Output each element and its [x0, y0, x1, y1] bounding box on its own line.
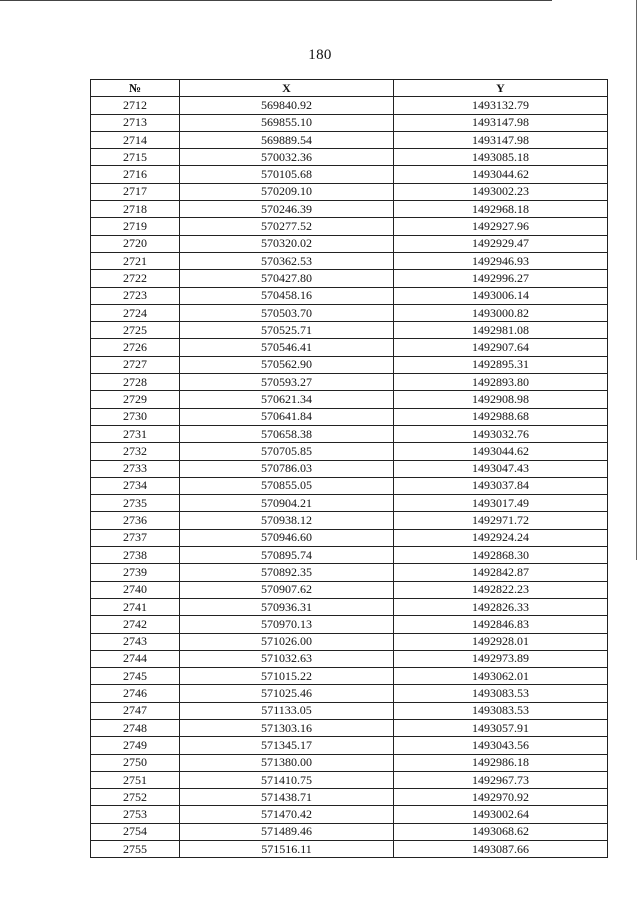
point-number-cell: 2732	[91, 443, 180, 460]
table-row	[91, 339, 608, 356]
y-coordinate-cell: 1492893.80	[394, 374, 608, 391]
x-coordinate-cell: 569855.10	[180, 114, 394, 131]
x-coordinate-cell: 571026.00	[180, 633, 394, 650]
y-coordinate-cell: 1492967.73	[394, 771, 608, 788]
point-number-cell: 2720	[91, 235, 180, 252]
y-coordinate-cell: 1492996.27	[394, 270, 608, 287]
y-coordinate-cell: 1493068.62	[394, 823, 608, 840]
point-number-cell: 2737	[91, 529, 180, 546]
scan-top-edge	[0, 0, 552, 1]
x-coordinate-cell: 570562.90	[180, 356, 394, 373]
y-coordinate-cell: 1492986.18	[394, 754, 608, 771]
y-coordinate-cell: 1493000.82	[394, 304, 608, 321]
table-row	[91, 823, 608, 840]
y-coordinate-cell: 1493044.62	[394, 166, 608, 183]
point-number-cell: 2715	[91, 149, 180, 166]
point-number-cell: 2724	[91, 304, 180, 321]
x-coordinate-cell: 571303.16	[180, 719, 394, 736]
y-coordinate-cell: 1492908.98	[394, 391, 608, 408]
x-coordinate-cell: 570904.21	[180, 495, 394, 512]
table-row	[91, 252, 608, 269]
y-coordinate-cell: 1493006.14	[394, 287, 608, 304]
y-coordinate-cell: 1493087.66	[394, 841, 608, 858]
table-row	[91, 443, 608, 460]
table-row	[91, 425, 608, 442]
coordinates-table	[90, 79, 608, 858]
x-coordinate-cell: 570427.80	[180, 270, 394, 287]
table-row	[91, 183, 608, 200]
point-number-cell: 2717	[91, 183, 180, 200]
table-row	[91, 685, 608, 702]
table-row	[91, 131, 608, 148]
y-coordinate-cell: 1492842.87	[394, 564, 608, 581]
y-coordinate-cell: 1493083.53	[394, 685, 608, 702]
point-number-cell: 2719	[91, 218, 180, 235]
y-coordinate-cell: 1492970.92	[394, 789, 608, 806]
point-number-cell: 2748	[91, 719, 180, 736]
x-coordinate-cell: 570621.34	[180, 391, 394, 408]
table-row	[91, 270, 608, 287]
x-coordinate-cell: 571380.00	[180, 754, 394, 771]
table-row	[91, 771, 608, 788]
point-number-cell: 2741	[91, 598, 180, 615]
x-coordinate-cell: 570892.35	[180, 564, 394, 581]
table-row	[91, 598, 608, 615]
x-coordinate-cell: 570970.13	[180, 616, 394, 633]
table-row	[91, 806, 608, 823]
header-number: №	[91, 80, 180, 97]
point-number-cell: 2712	[91, 97, 180, 114]
point-number-cell: 2731	[91, 425, 180, 442]
x-coordinate-cell: 570320.02	[180, 235, 394, 252]
table-row	[91, 529, 608, 546]
x-coordinate-cell: 569840.92	[180, 97, 394, 114]
table-row	[91, 218, 608, 235]
x-coordinate-cell: 571489.46	[180, 823, 394, 840]
point-number-cell: 2727	[91, 356, 180, 373]
scan-right-edge	[636, 0, 637, 560]
y-coordinate-cell: 1492927.96	[394, 218, 608, 235]
point-number-cell: 2733	[91, 460, 180, 477]
table-row	[91, 460, 608, 477]
point-number-cell: 2714	[91, 131, 180, 148]
point-number-cell: 2729	[91, 391, 180, 408]
point-number-cell: 2743	[91, 633, 180, 650]
table-row	[91, 114, 608, 131]
y-coordinate-cell: 1493147.98	[394, 114, 608, 131]
table-row	[91, 789, 608, 806]
x-coordinate-cell: 569889.54	[180, 131, 394, 148]
point-number-cell: 2750	[91, 754, 180, 771]
x-coordinate-cell: 570032.36	[180, 149, 394, 166]
y-coordinate-cell: 1492971.72	[394, 512, 608, 529]
table-row	[91, 737, 608, 754]
table-row	[91, 650, 608, 667]
point-number-cell: 2755	[91, 841, 180, 858]
y-coordinate-cell: 1492895.31	[394, 356, 608, 373]
point-number-cell: 2721	[91, 252, 180, 269]
point-number-cell: 2718	[91, 201, 180, 218]
y-coordinate-cell: 1493085.18	[394, 149, 608, 166]
table-row	[91, 564, 608, 581]
x-coordinate-cell: 570546.41	[180, 339, 394, 356]
x-coordinate-cell: 570105.68	[180, 166, 394, 183]
y-coordinate-cell: 1492928.01	[394, 633, 608, 650]
table-row	[91, 616, 608, 633]
table-row	[91, 495, 608, 512]
y-coordinate-cell: 1493044.62	[394, 443, 608, 460]
x-coordinate-cell: 570209.10	[180, 183, 394, 200]
header-x: X	[180, 80, 394, 97]
table-row	[91, 322, 608, 339]
point-number-cell: 2744	[91, 650, 180, 667]
y-coordinate-cell: 1492973.89	[394, 650, 608, 667]
y-coordinate-cell: 1493002.23	[394, 183, 608, 200]
x-coordinate-cell: 571516.11	[180, 841, 394, 858]
y-coordinate-cell: 1492868.30	[394, 547, 608, 564]
point-number-cell: 2738	[91, 547, 180, 564]
table-row	[91, 719, 608, 736]
point-number-cell: 2745	[91, 668, 180, 685]
table-row	[91, 702, 608, 719]
x-coordinate-cell: 571032.63	[180, 650, 394, 667]
y-coordinate-cell: 1493037.84	[394, 477, 608, 494]
table-row	[91, 97, 608, 114]
y-coordinate-cell: 1492846.83	[394, 616, 608, 633]
x-coordinate-cell: 571133.05	[180, 702, 394, 719]
table-row	[91, 633, 608, 650]
y-coordinate-cell: 1492981.08	[394, 322, 608, 339]
x-coordinate-cell: 570658.38	[180, 425, 394, 442]
point-number-cell: 2753	[91, 806, 180, 823]
table-row	[91, 754, 608, 771]
table-row	[91, 581, 608, 598]
point-number-cell: 2723	[91, 287, 180, 304]
x-coordinate-cell: 570855.05	[180, 477, 394, 494]
x-coordinate-cell: 570525.71	[180, 322, 394, 339]
x-coordinate-cell: 570362.53	[180, 252, 394, 269]
x-coordinate-cell: 570246.39	[180, 201, 394, 218]
x-coordinate-cell: 570938.12	[180, 512, 394, 529]
table-body	[91, 97, 608, 858]
x-coordinate-cell: 571410.75	[180, 771, 394, 788]
y-coordinate-cell: 1493132.79	[394, 97, 608, 114]
point-number-cell: 2754	[91, 823, 180, 840]
table-row	[91, 668, 608, 685]
table-row	[91, 841, 608, 858]
x-coordinate-cell: 571025.46	[180, 685, 394, 702]
table-row	[91, 547, 608, 564]
point-number-cell: 2739	[91, 564, 180, 581]
y-coordinate-cell: 1493043.56	[394, 737, 608, 754]
table-row	[91, 235, 608, 252]
point-number-cell: 2736	[91, 512, 180, 529]
x-coordinate-cell: 570503.70	[180, 304, 394, 321]
y-coordinate-cell: 1492968.18	[394, 201, 608, 218]
table-row	[91, 512, 608, 529]
point-number-cell: 2749	[91, 737, 180, 754]
x-coordinate-cell: 570786.03	[180, 460, 394, 477]
table-row	[91, 477, 608, 494]
table-row	[91, 201, 608, 218]
y-coordinate-cell: 1493083.53	[394, 702, 608, 719]
x-coordinate-cell: 570895.74	[180, 547, 394, 564]
point-number-cell: 2713	[91, 114, 180, 131]
y-coordinate-cell: 1492826.33	[394, 598, 608, 615]
y-coordinate-cell: 1492988.68	[394, 408, 608, 425]
point-number-cell: 2726	[91, 339, 180, 356]
point-number-cell: 2746	[91, 685, 180, 702]
x-coordinate-cell: 571345.17	[180, 737, 394, 754]
y-coordinate-cell: 1493002.64	[394, 806, 608, 823]
table-row	[91, 287, 608, 304]
y-coordinate-cell: 1492822.23	[394, 581, 608, 598]
point-number-cell: 2716	[91, 166, 180, 183]
x-coordinate-cell: 571438.71	[180, 789, 394, 806]
point-number-cell: 2734	[91, 477, 180, 494]
x-coordinate-cell: 571015.22	[180, 668, 394, 685]
table-row	[91, 391, 608, 408]
table-row	[91, 374, 608, 391]
point-number-cell: 2728	[91, 374, 180, 391]
table-row	[91, 149, 608, 166]
x-coordinate-cell: 570705.85	[180, 443, 394, 460]
x-coordinate-cell: 571470.42	[180, 806, 394, 823]
y-coordinate-cell: 1493062.01	[394, 668, 608, 685]
table-row	[91, 356, 608, 373]
point-number-cell: 2730	[91, 408, 180, 425]
x-coordinate-cell: 570458.16	[180, 287, 394, 304]
table-row	[91, 408, 608, 425]
header-y: Y	[394, 80, 608, 97]
table-row	[91, 166, 608, 183]
x-coordinate-cell: 570936.31	[180, 598, 394, 615]
table-row	[91, 304, 608, 321]
y-coordinate-cell: 1492946.93	[394, 252, 608, 269]
x-coordinate-cell: 570907.62	[180, 581, 394, 598]
point-number-cell: 2722	[91, 270, 180, 287]
x-coordinate-cell: 570277.52	[180, 218, 394, 235]
point-number-cell: 2751	[91, 771, 180, 788]
y-coordinate-cell: 1493017.49	[394, 495, 608, 512]
point-number-cell: 2747	[91, 702, 180, 719]
y-coordinate-cell: 1493147.98	[394, 131, 608, 148]
y-coordinate-cell: 1493047.43	[394, 460, 608, 477]
y-coordinate-cell: 1492907.64	[394, 339, 608, 356]
y-coordinate-cell: 1493057.91	[394, 719, 608, 736]
y-coordinate-cell: 1492929.47	[394, 235, 608, 252]
point-number-cell: 2725	[91, 322, 180, 339]
point-number-cell: 2742	[91, 616, 180, 633]
point-number-cell: 2752	[91, 789, 180, 806]
page-number: 180	[308, 47, 332, 63]
x-coordinate-cell: 570593.27	[180, 374, 394, 391]
table-header-row	[91, 80, 608, 97]
y-coordinate-cell: 1492924.24	[394, 529, 608, 546]
point-number-cell: 2735	[91, 495, 180, 512]
x-coordinate-cell: 570946.60	[180, 529, 394, 546]
point-number-cell: 2740	[91, 581, 180, 598]
y-coordinate-cell: 1493032.76	[394, 425, 608, 442]
x-coordinate-cell: 570641.84	[180, 408, 394, 425]
